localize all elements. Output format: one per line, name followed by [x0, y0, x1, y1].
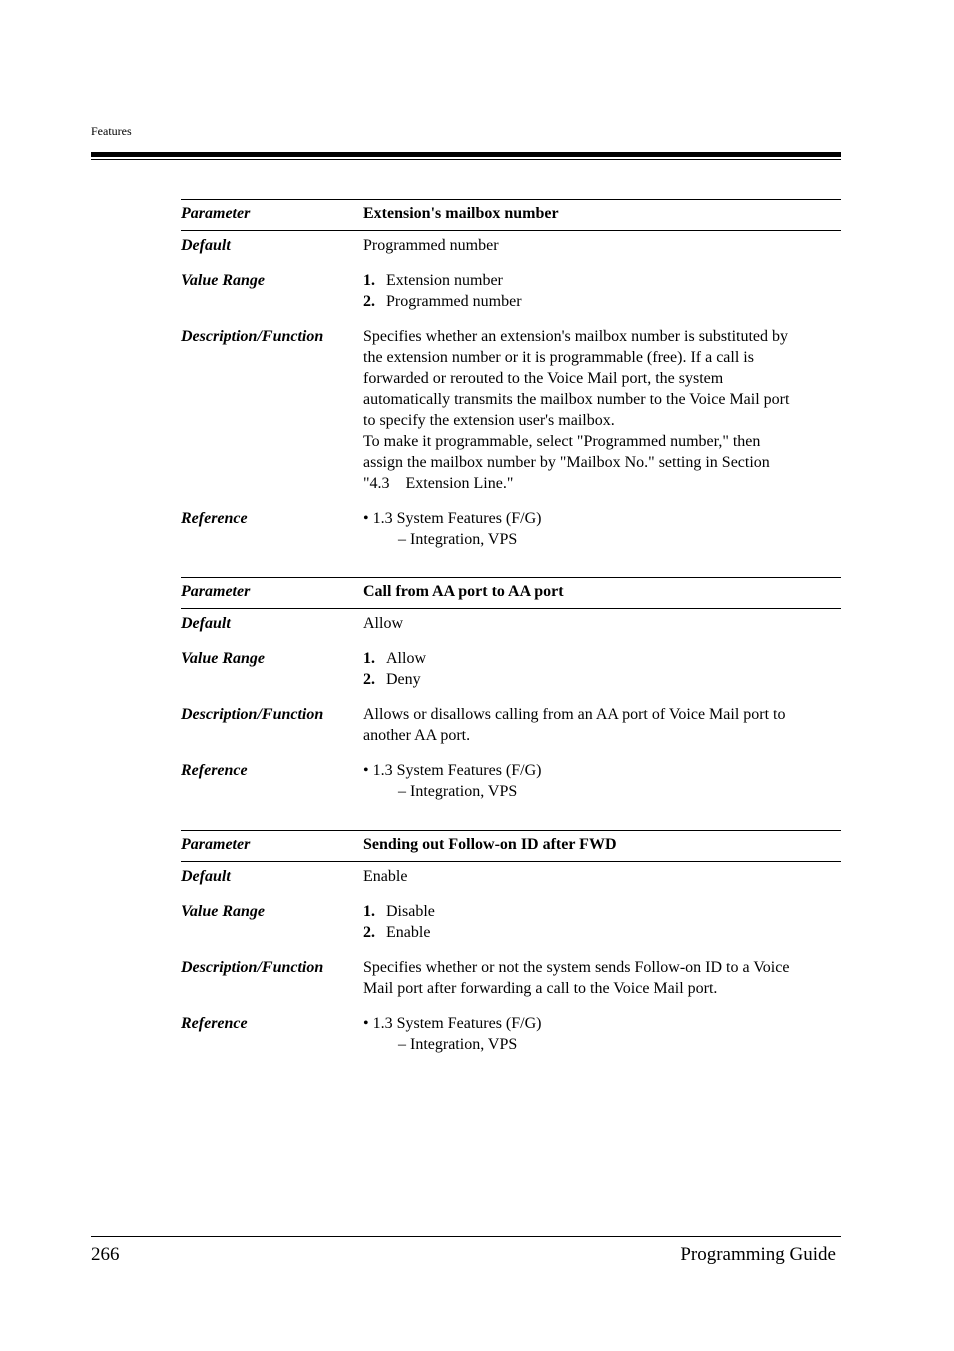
default-value: Enable — [363, 868, 408, 885]
description-line: forwarded or rerouted to the Voice Mail port, the system — [363, 370, 724, 387]
page-number: 266 — [91, 1244, 120, 1265]
value-range-item — [363, 648, 841, 669]
header-rule-thin — [91, 159, 841, 160]
reference-list — [363, 1013, 841, 1055]
default-row — [181, 609, 841, 634]
running-header: Features — [91, 124, 132, 138]
reference-subitem: – Integration, VPS — [398, 783, 518, 800]
value-range-number: 2. — [363, 293, 375, 310]
default-label: Default — [181, 868, 231, 885]
description-label: Description/Function — [181, 328, 324, 345]
default-label: Default — [181, 615, 231, 632]
description-line: another AA port. — [363, 727, 471, 744]
parameter-label: Parameter — [181, 205, 251, 222]
parameter-label: Parameter — [181, 583, 251, 600]
description-line: Allows or disallows calling from an AA port of Voice Mail port to — [363, 706, 786, 723]
value-range-list — [363, 901, 841, 943]
value-range-row — [181, 644, 841, 690]
reference-row — [181, 756, 841, 802]
parameter-table — [181, 830, 841, 1055]
header-rule-thick — [91, 152, 841, 157]
reference-list — [363, 508, 841, 550]
value-range-number: 2. — [363, 671, 375, 688]
description-text — [363, 957, 841, 999]
value-range-number: 1. — [363, 903, 375, 920]
value-range-text: Disable — [386, 903, 435, 920]
value-range-item — [363, 270, 841, 291]
parameter-label: Parameter — [181, 836, 251, 853]
parameter-row — [181, 831, 841, 861]
default-label: Default — [181, 237, 231, 254]
description-line: to specify the extension user's mailbox. — [363, 412, 615, 429]
footer-book-title: Programming Guide — [680, 1244, 836, 1265]
parameter-table — [181, 199, 841, 550]
value-range-item — [363, 901, 841, 922]
reference-label: Reference — [181, 1015, 248, 1032]
value-range-row — [181, 266, 841, 312]
parameter-name: Call from AA port to AA port — [363, 583, 564, 600]
default-value: Allow — [363, 615, 403, 632]
description-line: automatically transmits the mailbox number to the Voice Mail port — [363, 391, 790, 408]
value-range-label: Value Range — [181, 903, 266, 920]
default-row — [181, 862, 841, 887]
value-range-number: 1. — [363, 272, 375, 289]
value-range-text: Extension number — [386, 272, 503, 289]
description-text — [363, 704, 841, 746]
value-range-label: Value Range — [181, 272, 266, 289]
parameter-row — [181, 578, 841, 608]
description-row — [181, 700, 841, 746]
reference-item: • 1.3 System Features (F/G) — [363, 510, 542, 527]
value-range-text: Enable — [386, 924, 431, 941]
reference-list — [363, 760, 841, 802]
parameter-table — [181, 577, 841, 802]
description-line: Specifies whether an extension's mailbox number is substituted by — [363, 328, 789, 345]
reference-label: Reference — [181, 762, 248, 779]
footer-rule — [91, 1236, 841, 1237]
reference-label: Reference — [181, 510, 248, 527]
parameter-name: Sending out Follow-on ID after FWD — [363, 836, 617, 853]
reference-subitem: – Integration, VPS — [398, 531, 518, 548]
default-value: Programmed number — [363, 237, 499, 254]
value-range-text: Allow — [386, 650, 426, 667]
reference-subitem: – Integration, VPS — [398, 1036, 518, 1053]
value-range-row — [181, 897, 841, 943]
description-text — [363, 326, 841, 494]
value-range-number: 1. — [363, 650, 375, 667]
description-label: Description/Function — [181, 706, 324, 723]
value-range-label: Value Range — [181, 650, 266, 667]
reference-item: • 1.3 System Features (F/G) — [363, 762, 542, 779]
description-line: Mail port after forwarding a call to the Voice Mail port. — [363, 980, 718, 997]
description-row — [181, 322, 841, 494]
value-range-item — [363, 291, 841, 312]
reference-item: • 1.3 System Features (F/G) — [363, 1015, 542, 1032]
value-range-list — [363, 648, 841, 690]
reference-row — [181, 504, 841, 550]
description-line: assign the mailbox number by "Mailbox No." setting in Section — [363, 454, 770, 471]
description-row — [181, 953, 841, 999]
value-range-text: Programmed number — [386, 293, 522, 310]
value-range-text: Deny — [386, 671, 421, 688]
description-line: Specifies whether or not the system sends Follow-on ID to a Voice — [363, 959, 790, 976]
value-range-number: 2. — [363, 924, 375, 941]
reference-row — [181, 1009, 841, 1055]
parameter-row — [181, 200, 841, 230]
default-row — [181, 231, 841, 256]
description-line: "4.3 Extension Line." — [363, 475, 514, 492]
parameter-name: Extension's mailbox number — [363, 205, 559, 222]
description-label: Description/Function — [181, 959, 324, 976]
value-range-item — [363, 669, 841, 690]
value-range-item — [363, 922, 841, 943]
description-line: the extension number or it is programmable (free). If a call is — [363, 349, 754, 366]
value-range-list — [363, 270, 841, 312]
description-line: To make it programmable, select "Programmed number," then — [363, 433, 761, 450]
